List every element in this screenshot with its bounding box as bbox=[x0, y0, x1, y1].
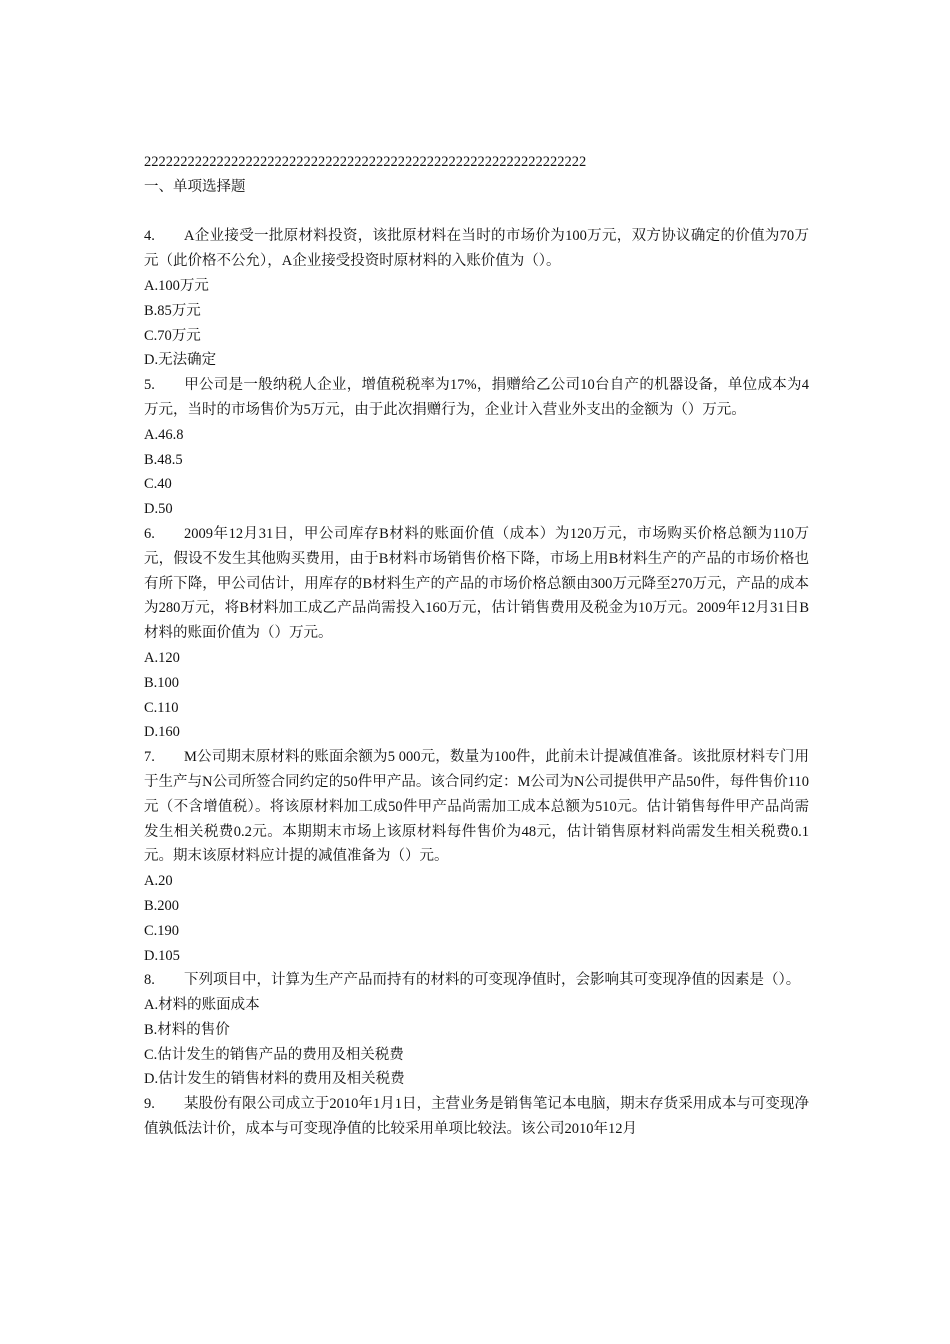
option-a: A.46.8 bbox=[144, 426, 184, 443]
option-d: D.50 bbox=[144, 501, 173, 518]
question-7 bbox=[144, 745, 809, 968]
document-page bbox=[144, 150, 809, 1142]
blank-line bbox=[144, 200, 809, 225]
question-body: A企业接受一批原材料投资，该批原材料在当时的市场价为100万元，双方协议确定的价值为70万元（此价格不公允），A企业接受投资时原材料的入账价值为（）。 bbox=[144, 228, 809, 270]
question-9 bbox=[144, 1092, 809, 1142]
option-d: D.160 bbox=[144, 724, 180, 741]
question-5 bbox=[144, 373, 809, 522]
question-body: 甲公司是一般纳税人企业，增值税税率为17%，捐赠给乙公司10台自产的机器设备，单位成本为4万元，当时的市场售价为5万元，由于此次捐赠行为，企业计入营业外支出的金额为（）万元。 bbox=[144, 377, 809, 418]
question-6 bbox=[144, 522, 809, 745]
question-body: 下列项目中，计算为生产产品而持有的材料的可变现净值时，会影响其可变现净值的因素是（）。 bbox=[184, 972, 801, 989]
question-text bbox=[144, 373, 809, 423]
question-body: 2009年12月31日，甲公司库存B材料的账面价值（成本）为120万元，市场购买价格总额为110万元，假设不发生其他购买费用，由于B材料市场销售价格下降，市场上用B材料生产的产品的市场价格也有所下降，甲公司估计，用库存的B材料生产的产品的市场价格总额由300万元降至270万元，产品的成本为280万元，将B材料加工成乙产品尚需投入160万元，估计销售费用及税金为10万元。2009年12月31日B材料的账面价值为（）万元。 bbox=[144, 525, 809, 642]
option-d: D.105 bbox=[144, 947, 180, 964]
question-text bbox=[144, 522, 809, 646]
question-8 bbox=[144, 968, 809, 1092]
question-number: 5. bbox=[144, 377, 155, 394]
question-text bbox=[144, 1092, 809, 1142]
option-b: B.85万元 bbox=[144, 302, 201, 319]
question-number: 8. bbox=[144, 972, 155, 989]
option-a: A.20 bbox=[144, 873, 173, 890]
option-c: C.70万元 bbox=[144, 327, 201, 344]
option-b: B.200 bbox=[144, 897, 180, 914]
option-c: C.190 bbox=[144, 922, 180, 939]
option-b: B.48.5 bbox=[144, 451, 183, 468]
option-c: C.40 bbox=[144, 476, 172, 493]
option-a: A.材料的账面成本 bbox=[144, 997, 260, 1014]
option-d: D.估计发生的销售材料的费用及相关税费 bbox=[144, 1071, 405, 1088]
question-4 bbox=[144, 224, 809, 373]
question-number: 4. bbox=[144, 228, 155, 245]
question-number: 9. bbox=[144, 1096, 155, 1113]
question-text bbox=[144, 745, 809, 869]
option-a: A.100万元 bbox=[144, 277, 209, 294]
section-title: 一、单项选择题 bbox=[144, 178, 246, 195]
option-c: C.110 bbox=[144, 699, 179, 716]
question-body: M公司期末原材料的账面余额为5 000元，数量为100件，此前未计提减值准备。该批原材料专门用于生产与N公司所签合同约定的50件甲产品。该合同约定：M公司为N公司提供甲产品50件，每件售价110元（不含增值税）。将该原材料加工成50件甲产品尚需加工成本总额为510元。估计销售每件甲产品尚需发生相关税费0.2元。本期期末市场上该原材料每件售价为48元，估计销售原材料尚需发生相关税费0.1元。期末该原材料应计提的减值准备为（）元。 bbox=[144, 749, 809, 865]
header-line: 2222222222222222222222222222222222222222222222222222222222222 bbox=[144, 154, 587, 170]
question-text bbox=[144, 224, 809, 274]
option-c: C.估计发生的销售产品的费用及相关税费 bbox=[144, 1046, 404, 1063]
question-text bbox=[144, 968, 809, 993]
question-number: 6. bbox=[144, 525, 155, 542]
question-number: 7. bbox=[144, 749, 155, 766]
option-b: B.100 bbox=[144, 674, 180, 691]
option-b: B.材料的售价 bbox=[144, 1021, 230, 1038]
option-d: D.无法确定 bbox=[144, 352, 217, 369]
question-body: 某股份有限公司成立于2010年1月1日，主营业务是销售笔记本电脑，期末存货采用成本与可变现净值孰低法计价，成本与可变现净值的比较采用单项比较法。该公司2010年12月 bbox=[144, 1096, 809, 1138]
option-a: A.120 bbox=[144, 649, 180, 666]
